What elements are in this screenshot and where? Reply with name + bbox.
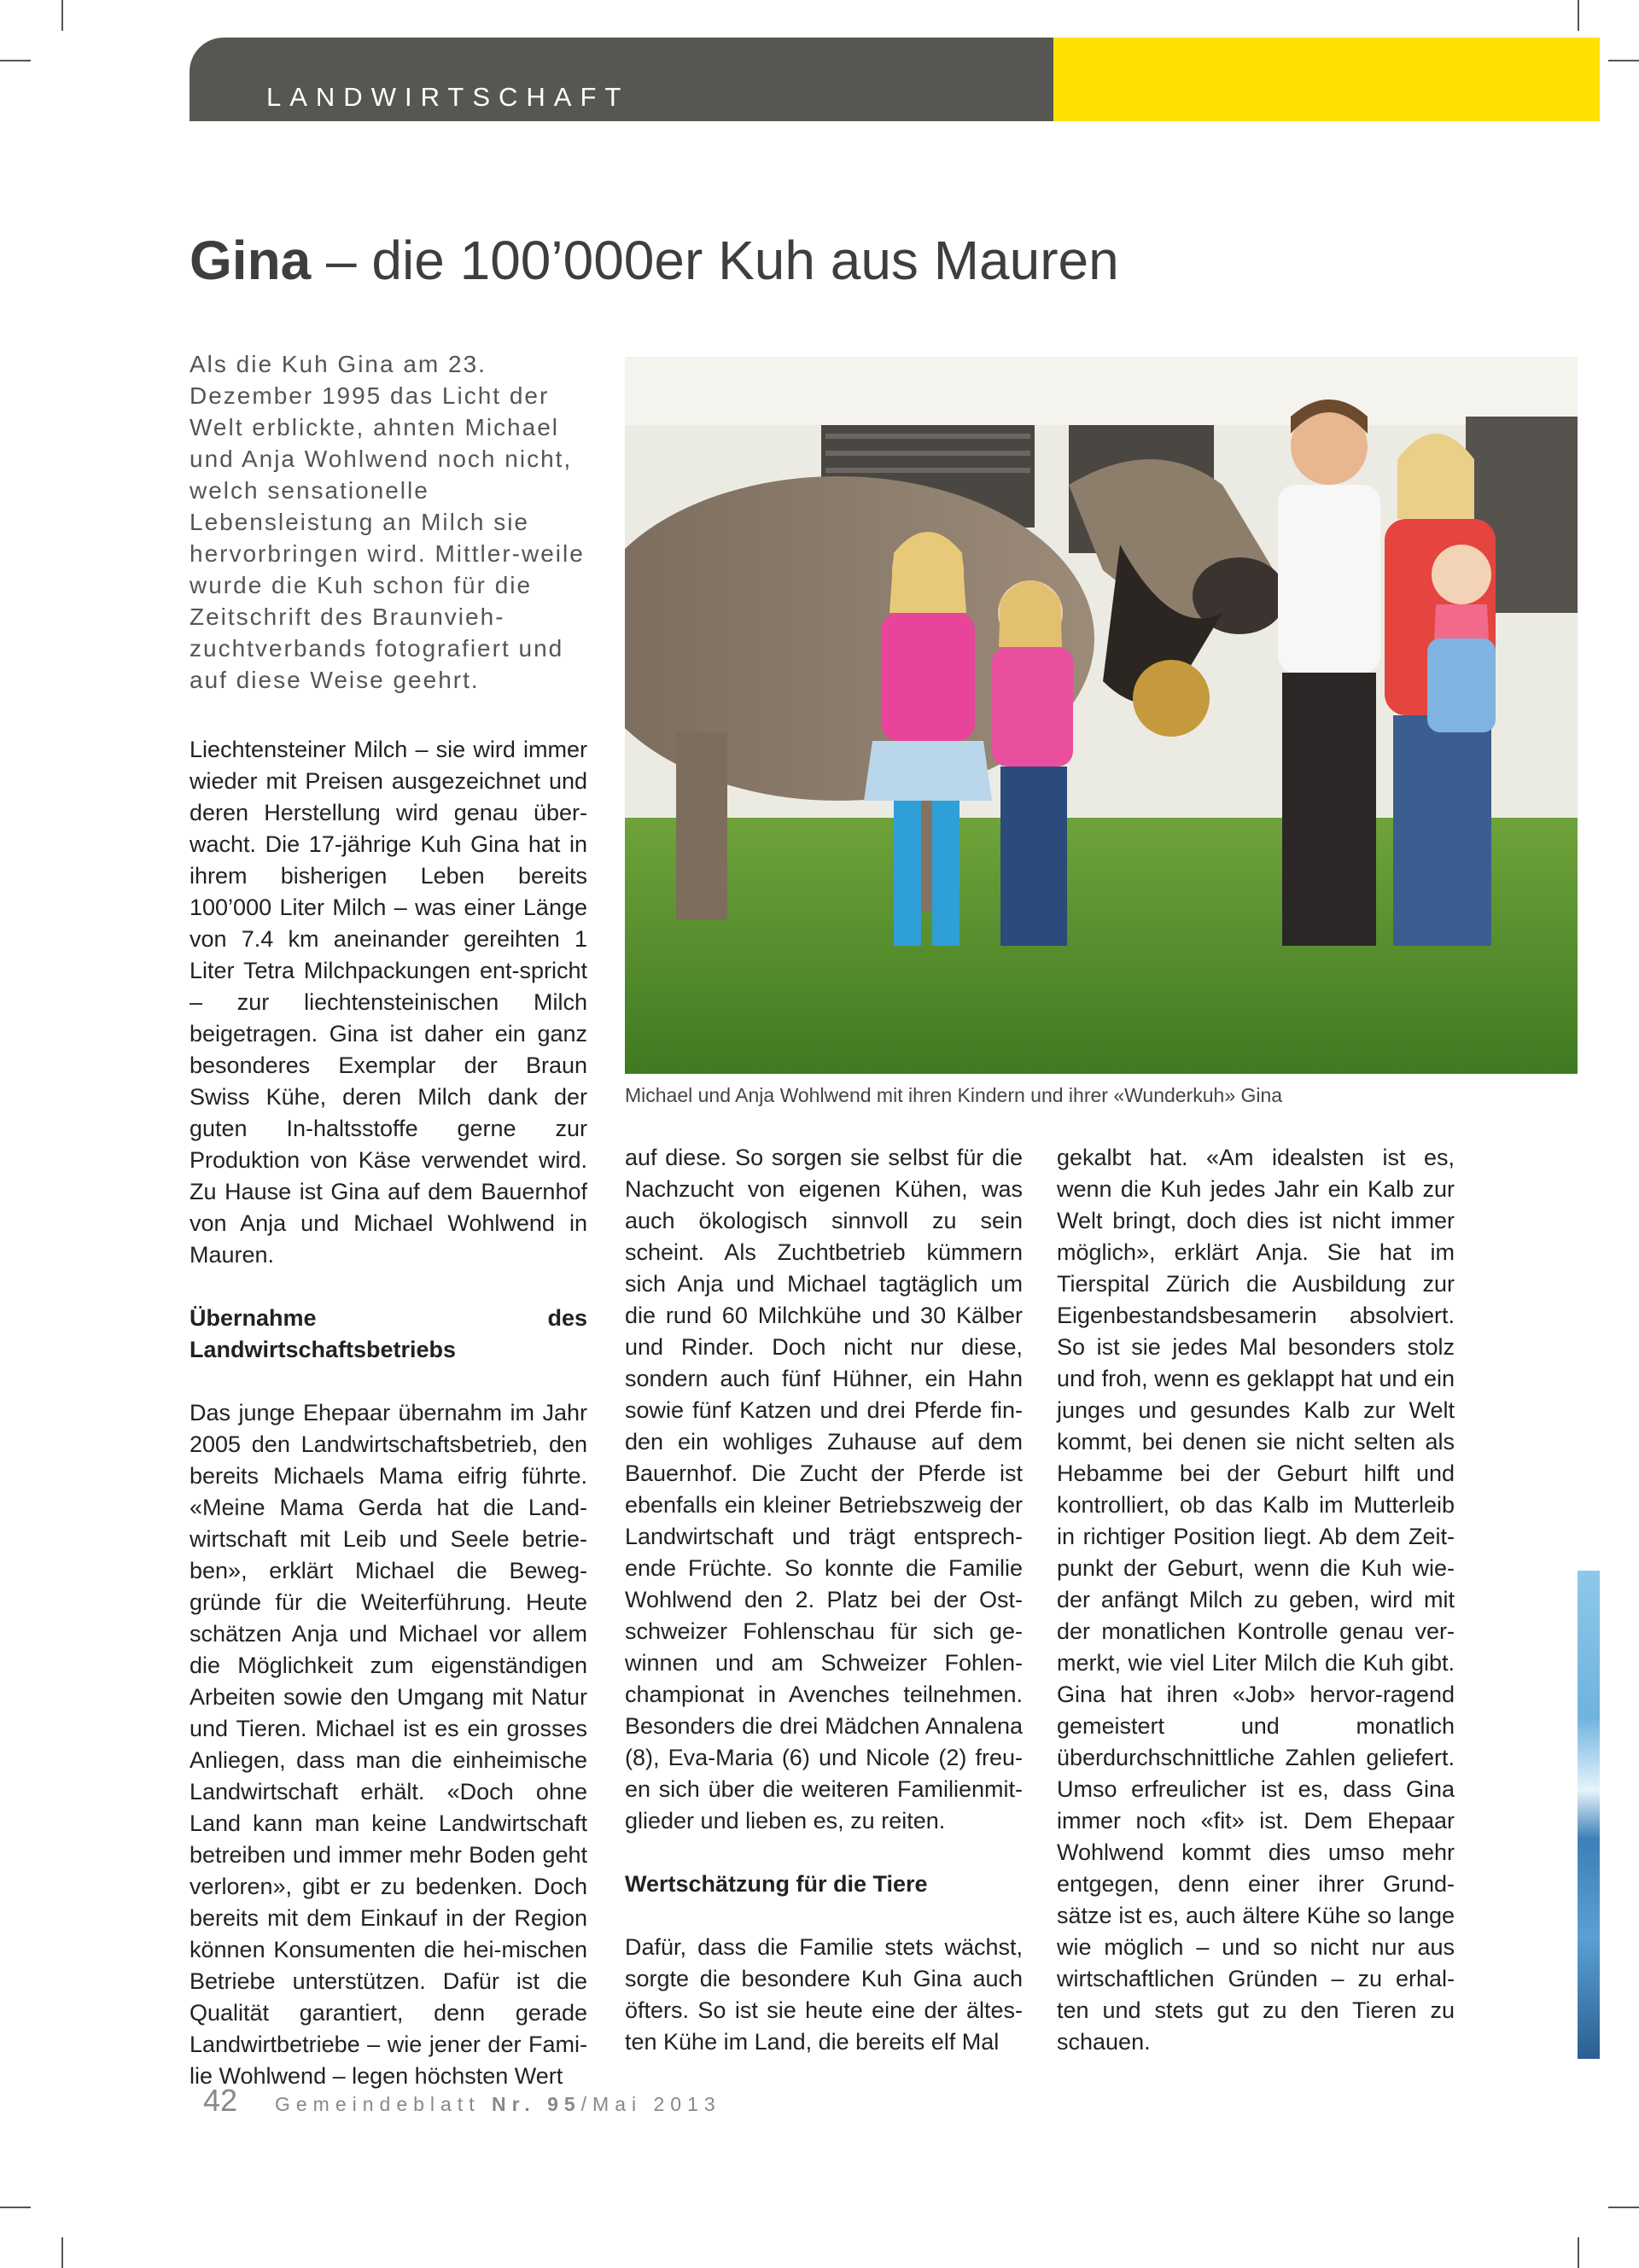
text-column-1 [190, 734, 587, 2092]
crop-mark [1608, 60, 1639, 61]
subheading: Wertschätzung für die Tiere [625, 1871, 928, 1897]
title-rest: – die 100’000er Kuh aus Mauren [311, 230, 1119, 291]
section-label: LANDWIRTSCHAFT [266, 82, 630, 112]
issue-number: 95 [547, 2093, 581, 2115]
paragraph: auf diese. So sorgen sie selbst für die Nachzucht von eigenen Kühen, was auch ökologisch sinnvoll zu sein scheint. Als Zuchtbetrieb kümmern sich Anja und Michael tagtäglich um die rund 60 Milchkühe und 30 Kälber und Rinder. Doch nicht nur diese, sondern auch fünf Hühner, ein Hahn sowie fünf Katzen und drei Pferde fin-den ein wohliges Zuhause auf dem Bauernhof. Die Zucht der Pferde ist ebenfalls ein kleiner Betriebszweig der Landwirtschaft und trägt entsprech-ende Früchte. So konnte die Familie Wohlwend den 2. Platz bei der Ost-schweizer Fohlenschau für sich ge-winnen und am Schweizer Fohlen-championat in Avenches teilnehmen. Besonders die drei Mädchen Annalena (8), Eva-Maria (6) und Nicole (2) freu-en sich über die weiteren Familienmit-glieder und lieben es, zu reiten. [625, 1145, 1023, 1834]
crop-mark [61, 0, 63, 31]
paragraph: Dafür, dass die Familie stets wächst, sorgte die besondere Kuh Gina auch öfters. So ist sie heute eine der ältes-ten Kühe im Land, die bereits elf Mal [625, 1934, 1023, 2055]
crop-mark [1608, 2207, 1639, 2208]
text-column-3 [1057, 1142, 1455, 2058]
crop-mark [61, 2237, 63, 2268]
publication-info [275, 2093, 721, 2116]
article-photo [625, 357, 1578, 1074]
header-accent-block [1053, 38, 1600, 121]
edge-image-strip [1578, 1571, 1600, 2059]
paragraph: Das junge Ehepaar übernahm im Jahr 2005 den Landwirtschaftsbetrieb, den bereits Michaels Mama eifrig führte. «Meine Mama Gerda hat die Land-wirtschaft mit Leib und Seele betrie-ben», erklärt Michael die Beweg-gründe für die Weiterführung. Heute schätzen Anja und Michael vor allem die Möglichkeit zum eigenständigen Arbeiten sowie den Umgang mit Natur und Tieren. Michael ist es ein grosses Anliegen, dass man die einheimische Landwirtschaft erhält. «Doch ohne Land kann man keine Landwirtschaft betreiben und immer mehr Boden geht verloren», gibt er zu bedenken. Doch bereits mit dem Einkauf in der Region können Konsumenten die hei-mischen Betriebe unterstützen. Dafür ist die Qualität garantiert, denn gerade Landwirtbetriebe – wie jener der Fami-lie Wohlwend – legen höchsten Wert [190, 1400, 587, 2089]
crop-mark [0, 60, 31, 61]
crop-mark [0, 2207, 31, 2208]
article-title [190, 229, 1119, 292]
publication-name: Gemeindeblatt [275, 2093, 492, 2115]
paragraph: gekalbt hat. «Am idealsten ist es, wenn die Kuh jedes Jahr ein Kalb zur Welt bringt, doch dies ist nicht immer möglich», erklärt Anja. Sie hat im Tierspital Zürich die Ausbildung zur Eigenbestandsbesamerin absolviert. So ist sie jedes Mal besonders stolz und froh, wenn es geklappt hat und ein junges und gesundes Kalb zur Welt kommt, bei denen sie nicht selten als Hebamme bei der Geburt hilft und kontrolliert, ob das Kalb im Mutterleib in richtiger Position liegt. Ab dem Zeit-punkt der Geburt, wenn die Kuh wie-der anfängt Milch zu geben, wird mit der monatlichen Kontrolle genau ver-merkt, wie viel Liter Milch die Kuh gibt. Gina hat ihren «Job» hervor-ragend gemeistert und monatlich überdurchschnittliche Zahlen geliefert. Umso erfreulicher ist es, dass Gina immer noch «fit» ist. Dem Ehepaar Wohlwend kommt dies umso mehr entgegen, denn einer ihrer Grund-sätze ist es, auch ältere Kühe so lange wie möglich – und so nicht nur aus wirtschaftlichen Gründen – zu erhal-ten und stets gut zu den Tieren zu schauen. [1057, 1145, 1455, 2055]
subheading: Übernahme des Landwirtschaftsbetriebs [190, 1305, 587, 1362]
crop-mark [1578, 0, 1579, 31]
crop-mark [1578, 2237, 1579, 2268]
issue-date: /Mai 2013 [580, 2093, 721, 2115]
text-column-2 [625, 1142, 1023, 2058]
girl-middle [992, 580, 1073, 946]
title-bold: Gina [190, 230, 312, 291]
photo-caption: Michael und Anja Wohlwend mit ihren Kindern und ihrer «Wunderkuh» Gina [625, 1084, 1283, 1106]
issue-prefix: Nr. [491, 2093, 548, 2115]
page-number: 42 [203, 2083, 238, 2118]
paragraph: Liechtensteiner Milch – sie wird immer wieder mit Preisen ausgezeichnet und deren Herstellung wird genau über-wacht. Die 17-jährige Kuh Gina hat in ihrem bisherigen Leben bereits 100’000 Liter Milch – was einer Länge von 7.4 km aneinander gereihten 1 Liter Tetra Milchpackungen ent-spricht – zur liechtensteinischen Milch beigetragen. Gina ist daher ein ganz besonderes Exemplar der Braun Swiss Kühe, deren Milch dank der guten In-haltsstoffe gerne zur Produktion von Käse verwendet wird. Zu Hause ist Gina auf dem Bauernhof von Anja und Michael Wohlwend in Mauren. [190, 737, 587, 1268]
section-header-bar [190, 38, 1053, 121]
lead-paragraph: Als die Kuh Gina am 23. Dezember 1995 das Licht der Welt erblickte, ahnten Michael und Anja Wohlwend noch nicht, welch sensationelle Lebensleistung an Milch sie hervorbringen wird. Mittler-weile wurde die Kuh schon für die Zeitschrift des Braunvieh-zuchtverbands fotografiert und auf diese Weise geehrt. [190, 351, 585, 693]
